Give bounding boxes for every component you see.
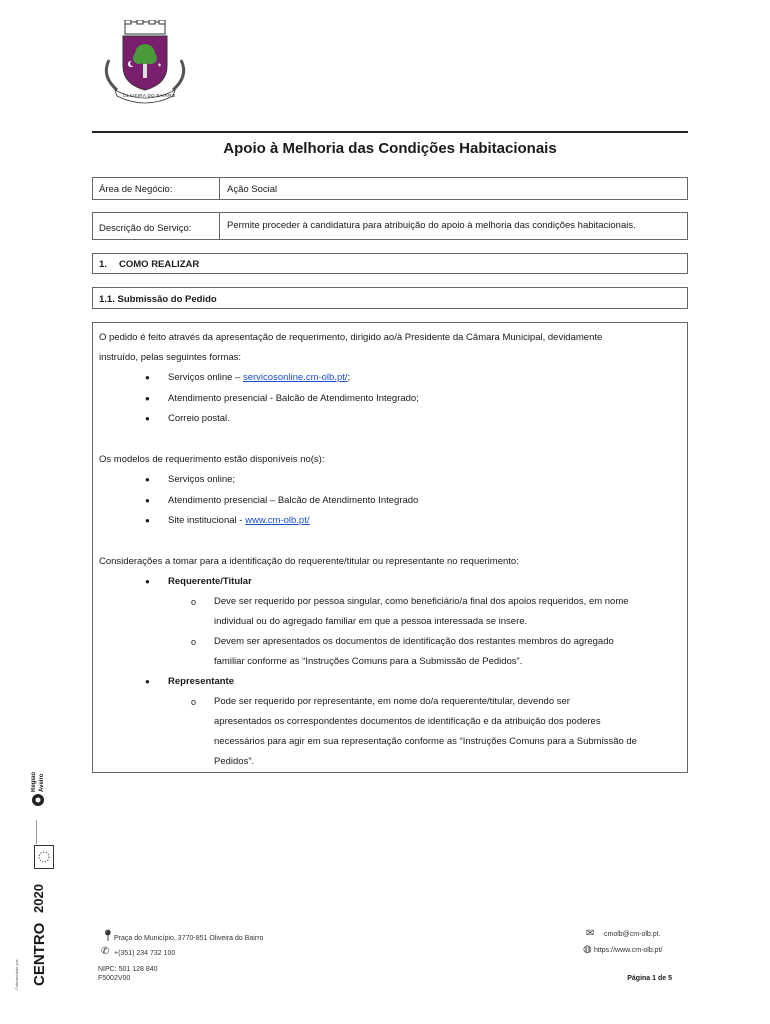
requerente-sub1-line2: individual ou do agregado familiar em que a pessoa interessada se insere. xyxy=(214,616,528,627)
description-value: Permite proceder à candidatura para atribuição do apoio à melhoria das condições habitacionais. xyxy=(227,220,636,231)
section-title: COMO REALIZAR xyxy=(119,259,200,270)
requerente-sub2-line1: Devem ser apresentados os documentos de identificação dos restantes membros do agregado xyxy=(214,636,614,647)
cell-divider xyxy=(219,178,220,199)
email-row xyxy=(586,928,686,942)
address-row xyxy=(101,929,301,943)
year-2020: 2020 xyxy=(31,884,46,913)
intro-line-2: instruído, pelas seguintes formas: xyxy=(99,352,242,363)
subsection-title: 1.1. Submissão do Pedido xyxy=(99,294,217,305)
page-number: Página 1 de 5 xyxy=(627,975,672,982)
requerente-heading: Requerente/Titular xyxy=(168,576,252,587)
cell-divider xyxy=(219,213,220,239)
footer-address: Praça do Município, 3770-851 Oliveira do Bairro xyxy=(114,935,264,942)
bullet-icon: ● xyxy=(145,677,150,686)
model-item-site-prefix: Site institucional - xyxy=(168,515,246,526)
representante-heading: Representante xyxy=(168,676,234,687)
phone-row xyxy=(101,946,301,960)
centro-text: CENTRO xyxy=(31,922,48,986)
mail-icon: ✉ xyxy=(586,928,595,939)
bullet-icon: ● xyxy=(145,475,150,484)
intro-line-1: O pedido é feito através da apresentação de requerimento, dirigido ao/à Presidente da Câmara Municipal, devidamente xyxy=(99,332,603,343)
header-rule xyxy=(92,131,688,133)
bullet-icon: ● xyxy=(145,394,150,403)
info-row-description xyxy=(92,212,688,240)
footer-phone: +(351) 234 732 100 xyxy=(114,950,176,957)
bullet-icon: ● xyxy=(145,373,150,382)
servicosonline-link[interactable]: servicosonline.cm-olb.pt/ xyxy=(242,372,348,383)
phone-icon: ✆ xyxy=(101,946,110,957)
cm-olb-site-link[interactable]: www.cm-olb.pt/ xyxy=(245,515,310,526)
location-pin-icon: 📍︎ xyxy=(101,930,115,942)
section-number: 1. xyxy=(99,259,107,270)
eu-flag-icon xyxy=(34,845,54,869)
footer-nipc: NIPC: 501 128 840 xyxy=(98,966,158,973)
area-label: Área de Negócio: xyxy=(99,184,173,195)
form-item-online-prefix: Serviços online – xyxy=(168,372,243,383)
website-row xyxy=(583,944,683,958)
representante-line2: apresentados os correspondentes documentos de identificação e da atribuição dos poderes xyxy=(214,716,601,727)
programme-logo xyxy=(36,820,51,844)
footer-email[interactable]: cmolb@cm-olb.pt. xyxy=(604,931,661,938)
document-title: Apoio à Melhoria das Condições Habitacionais xyxy=(223,140,557,157)
cofinanciado-text: Cofinanciado por: xyxy=(14,958,19,990)
circle-bullet-icon: o xyxy=(191,597,197,607)
model-item-site xyxy=(168,515,310,526)
representante-line4: Pedidos”. xyxy=(214,756,255,767)
regiao-aveiro-text: Região Aveiro xyxy=(31,771,45,792)
municipal-crest-logo xyxy=(95,20,195,106)
globe-icon: ◍ xyxy=(583,944,592,955)
regiao-aveiro-logo xyxy=(30,768,56,808)
form-item-online xyxy=(168,372,350,383)
circle-bullet-icon: o xyxy=(191,697,197,707)
centro-2020-logo xyxy=(32,920,56,992)
svg-text:✶: ✶ xyxy=(157,62,163,69)
bullet-icon: ● xyxy=(145,496,150,505)
model-item-presencial: Atendimento presencial – Balcão de Atendimento Integrado xyxy=(168,495,419,506)
bullet-icon: ● xyxy=(145,414,150,423)
models-intro: Os modelos de requerimento estão disponíveis no(s): xyxy=(99,454,325,465)
form-item-online-suffix: ; xyxy=(347,372,351,383)
representante-line1: Pode ser requerido por representante, em nome do/a requerente/titular, devendo ser xyxy=(214,696,570,707)
requerente-sub1-line1: Deve ser requerido por pessoa singular, como beneficiário/a final dos apoios requeridos, em nome xyxy=(214,596,629,607)
bullet-icon: ● xyxy=(145,577,150,586)
circle-bullet-icon: o xyxy=(191,637,197,647)
funding-logos-sidebar xyxy=(14,760,58,995)
section-submissao xyxy=(92,287,688,309)
considerations-intro: Considerações a tomar para a identificação do requerente/titular ou representante no requerimento: xyxy=(99,556,519,567)
footer-website[interactable]: https://www.cm-olb.pt/ xyxy=(594,947,663,954)
footer-code: F5002V00 xyxy=(98,975,131,982)
portugal-2020-logo xyxy=(32,873,56,913)
model-item-online: Serviços online; xyxy=(168,474,236,485)
crest-caption: OLIVEIRA DO BAIRRO xyxy=(123,93,176,98)
requerente-sub2-line2: familiar conforme as “Instruções Comuns para a Submissão de Pedidos”. xyxy=(214,656,523,667)
form-item-presencial: Atendimento presencial - Balcão de Atendimento Integrado; xyxy=(168,393,419,404)
area-value: Ação Social xyxy=(227,184,278,195)
bullet-icon: ● xyxy=(145,516,150,525)
representante-line3: necessários para agir em sua representação conforme as “Instruções Comuns para a Submissão de xyxy=(214,736,637,747)
section-como-realizar xyxy=(92,253,688,274)
description-label: Descrição do Serviço: xyxy=(99,223,192,234)
form-item-correio: Correio postal. xyxy=(168,413,230,424)
content-box xyxy=(92,322,688,773)
info-row-area xyxy=(92,177,688,200)
